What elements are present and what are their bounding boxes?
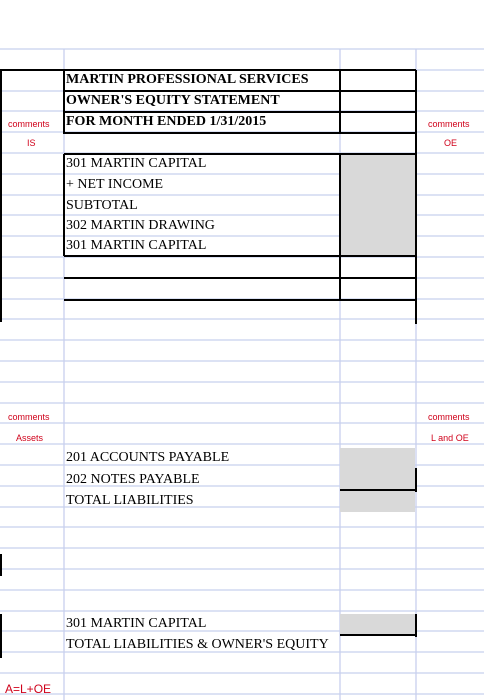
gray-cell — [340, 614, 415, 636]
gray-cell — [340, 448, 415, 512]
assets-note[interactable]: Assets — [16, 433, 44, 443]
is-note[interactable]: IS — [27, 138, 36, 148]
oe-note[interactable]: OE — [444, 138, 458, 148]
line-total-liabilities-equity[interactable]: TOTAL LIABILITIES & OWNER'S EQUITY — [66, 637, 329, 652]
company-name[interactable]: MARTIN PROFESSIONAL SERVICES — [66, 72, 309, 87]
comments-note-right-2[interactable]: comments — [428, 412, 470, 422]
comments-note-right-1[interactable]: comments — [428, 119, 470, 129]
gridlines — [0, 49, 484, 700]
comments-note-left-1[interactable]: comments — [8, 119, 50, 129]
line-total-liabilities[interactable]: TOTAL LIABILITIES — [66, 493, 194, 508]
gray-cell — [340, 154, 415, 256]
line-net-income[interactable]: + NET INCOME — [66, 177, 164, 192]
accounting-equation[interactable]: A=L+OE — [5, 682, 52, 696]
line-capital-ending[interactable]: 301 MARTIN CAPITAL — [66, 238, 207, 253]
statement-period[interactable]: FOR MONTH ENDED 1/31/2015 — [66, 114, 267, 129]
statement-title[interactable]: OWNER'S EQUITY STATEMENT — [66, 93, 280, 108]
line-notes-payable[interactable]: 202 NOTES PAYABLE — [66, 472, 200, 487]
line-subtotal[interactable]: SUBTOTAL — [66, 198, 138, 213]
line-capital-beginning[interactable]: 301 MARTIN CAPITAL — [66, 156, 207, 171]
line-accounts-payable[interactable]: 201 ACCOUNTS PAYABLE — [66, 450, 230, 465]
line-drawing[interactable]: 302 MARTIN DRAWING — [66, 218, 215, 233]
comments-note-left-2[interactable]: comments — [8, 412, 50, 422]
line-martin-capital[interactable]: 301 MARTIN CAPITAL — [66, 616, 207, 631]
l-and-oe-note[interactable]: L and OE — [431, 433, 469, 443]
